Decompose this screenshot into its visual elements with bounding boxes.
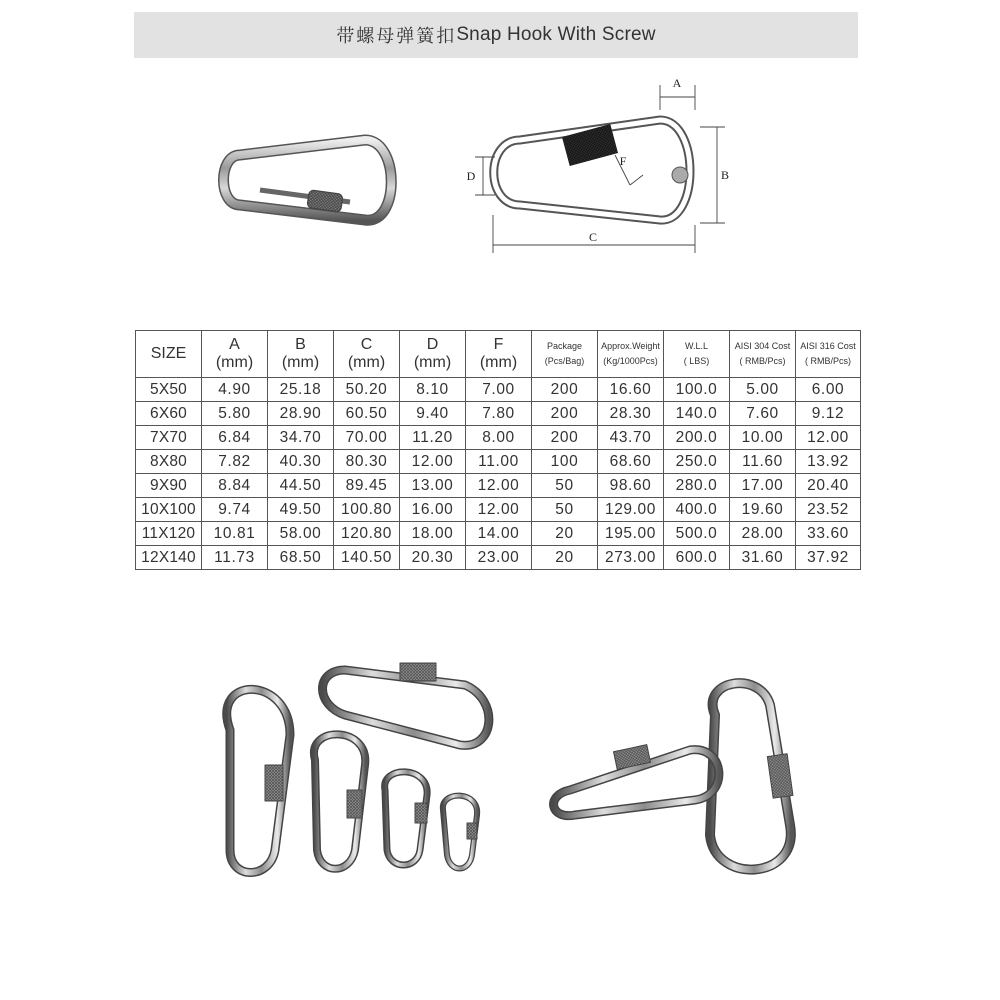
table-cell: 10.00 xyxy=(730,426,796,450)
snap-hooks-group-photo xyxy=(195,645,845,900)
table-cell: 9.12 xyxy=(796,402,861,426)
label-f: F xyxy=(619,154,627,168)
label-b: B xyxy=(720,168,730,182)
column-header-label: D xyxy=(426,335,439,353)
table-cell: 100.0 xyxy=(664,378,730,402)
column-header-label: A xyxy=(229,335,240,353)
table-cell: 4.90 xyxy=(202,378,268,402)
table-cell: 58.00 xyxy=(268,522,334,546)
column-header xyxy=(598,331,664,378)
table-cell: 7.82 xyxy=(202,450,268,474)
table-cell: 60.50 xyxy=(334,402,400,426)
table-cell: 43.70 xyxy=(598,426,664,450)
size-cell: 7X70 xyxy=(136,426,202,450)
column-header xyxy=(730,331,796,378)
size-cell: 5X50 xyxy=(136,378,202,402)
table-cell: 80.30 xyxy=(334,450,400,474)
column-header xyxy=(466,331,532,378)
table-row xyxy=(136,498,861,522)
column-header xyxy=(400,331,466,378)
spec-table xyxy=(135,330,861,570)
table-cell: 50.20 xyxy=(334,378,400,402)
table-cell: 28.90 xyxy=(268,402,334,426)
table-row xyxy=(136,474,861,498)
table-cell: 9.74 xyxy=(202,498,268,522)
table-cell: 120.80 xyxy=(334,522,400,546)
table-cell: 50 xyxy=(532,498,598,522)
column-header-label: AISI 304 Cost xyxy=(734,340,791,351)
table-row xyxy=(136,450,861,474)
table-cell: 12.00 xyxy=(400,450,466,474)
column-header-label: C xyxy=(360,335,373,353)
table-cell: 37.92 xyxy=(796,546,861,570)
table-cell: 68.60 xyxy=(598,450,664,474)
column-header xyxy=(268,331,334,378)
column-header-label: SIZE xyxy=(150,345,187,362)
table-cell: 200.0 xyxy=(664,426,730,450)
table-row xyxy=(136,522,861,546)
column-header-unit: (mm) xyxy=(281,354,320,371)
table-cell: 28.00 xyxy=(730,522,796,546)
dimension-diagram xyxy=(455,75,735,265)
table-cell: 31.60 xyxy=(730,546,796,570)
column-header-unit: (mm) xyxy=(479,354,518,371)
table-row xyxy=(136,378,861,402)
column-header xyxy=(136,331,202,378)
table-cell: 23.00 xyxy=(466,546,532,570)
table-cell: 250.0 xyxy=(664,450,730,474)
table-cell: 16.60 xyxy=(598,378,664,402)
table-body xyxy=(136,378,861,570)
table-cell: 98.60 xyxy=(598,474,664,498)
table-cell: 33.60 xyxy=(796,522,861,546)
table-cell: 25.18 xyxy=(268,378,334,402)
table-cell: 11.00 xyxy=(466,450,532,474)
table-row xyxy=(136,546,861,570)
table-row xyxy=(136,426,861,450)
table-cell: 273.00 xyxy=(598,546,664,570)
table-cell: 50 xyxy=(532,474,598,498)
table-cell: 140.50 xyxy=(334,546,400,570)
table-cell: 44.50 xyxy=(268,474,334,498)
column-header-unit: (mm) xyxy=(413,354,452,371)
table-cell: 20 xyxy=(532,522,598,546)
table-cell: 23.52 xyxy=(796,498,861,522)
column-header-label: Approx.Weight xyxy=(601,340,660,351)
table-cell: 28.30 xyxy=(598,402,664,426)
table-cell: 100 xyxy=(532,450,598,474)
table-cell: 7.80 xyxy=(466,402,532,426)
column-header xyxy=(334,331,400,378)
column-header xyxy=(202,331,268,378)
column-header-label: AISI 316 Cost xyxy=(800,340,856,351)
table-cell: 19.60 xyxy=(730,498,796,522)
table-cell: 280.0 xyxy=(664,474,730,498)
table-cell: 49.50 xyxy=(268,498,334,522)
table-cell: 11.73 xyxy=(202,546,268,570)
table-cell: 5.00 xyxy=(730,378,796,402)
table-cell: 8.10 xyxy=(400,378,466,402)
table-cell: 7.00 xyxy=(466,378,532,402)
size-cell: 11X120 xyxy=(136,522,202,546)
size-cell: 12X140 xyxy=(136,546,202,570)
column-header-unit: (mm) xyxy=(347,354,386,371)
column-header-label: Package xyxy=(546,340,583,351)
column-header-unit: ( LBS) xyxy=(683,356,710,366)
column-header-label: F xyxy=(493,335,504,353)
table-cell: 200 xyxy=(532,402,598,426)
table-cell: 100.80 xyxy=(334,498,400,522)
table-cell: 18.00 xyxy=(400,522,466,546)
table-cell: 20 xyxy=(532,546,598,570)
table-cell: 195.00 xyxy=(598,522,664,546)
table-cell: 20.40 xyxy=(796,474,861,498)
column-header-unit: ( RMB/Pcs) xyxy=(805,356,851,366)
column-header-unit: (Pcs/Bag) xyxy=(544,356,585,366)
table-cell: 8.84 xyxy=(202,474,268,498)
table-cell: 70.00 xyxy=(334,426,400,450)
table-cell: 400.0 xyxy=(664,498,730,522)
title-english: Snap Hook With Screw xyxy=(456,24,656,45)
table-cell: 6.00 xyxy=(796,378,861,402)
title-chinese: 带螺母弹簧扣 xyxy=(336,26,457,47)
table-cell: 12.00 xyxy=(466,474,532,498)
label-a: A xyxy=(672,76,682,90)
page-title-bar xyxy=(134,12,858,58)
column-header xyxy=(796,331,861,378)
column-header-label: B xyxy=(295,335,306,353)
table-cell: 13.92 xyxy=(796,450,861,474)
column-header-unit: ( RMB/Pcs) xyxy=(739,356,786,366)
table-cell: 13.00 xyxy=(400,474,466,498)
table-cell: 129.00 xyxy=(598,498,664,522)
table-cell: 12.00 xyxy=(466,498,532,522)
table-cell: 68.50 xyxy=(268,546,334,570)
table-cell: 8.00 xyxy=(466,426,532,450)
column-header-unit: (mm) xyxy=(215,354,254,371)
table-cell: 200 xyxy=(532,378,598,402)
snap-hook-photo xyxy=(200,120,420,240)
table-cell: 34.70 xyxy=(268,426,334,450)
table-cell: 17.00 xyxy=(730,474,796,498)
column-header xyxy=(532,331,598,378)
table-cell: 200 xyxy=(532,426,598,450)
table-cell: 14.00 xyxy=(466,522,532,546)
table-header-row xyxy=(136,331,861,378)
table-cell: 10.81 xyxy=(202,522,268,546)
table-cell: 20.30 xyxy=(400,546,466,570)
table-cell: 140.0 xyxy=(664,402,730,426)
column-header-label: W.L.L xyxy=(684,340,708,351)
table-cell: 7.60 xyxy=(730,402,796,426)
table-cell: 16.00 xyxy=(400,498,466,522)
table-cell: 6.84 xyxy=(202,426,268,450)
label-c: C xyxy=(588,230,598,244)
table-cell: 5.80 xyxy=(202,402,268,426)
table-cell: 40.30 xyxy=(268,450,334,474)
table-cell: 600.0 xyxy=(664,546,730,570)
table-cell: 12.00 xyxy=(796,426,861,450)
table-cell: 89.45 xyxy=(334,474,400,498)
label-d: D xyxy=(466,169,476,183)
size-cell: 6X60 xyxy=(136,402,202,426)
size-cell: 9X90 xyxy=(136,474,202,498)
size-cell: 8X80 xyxy=(136,450,202,474)
screw-sleeve xyxy=(307,190,343,213)
table-row xyxy=(136,402,861,426)
table-cell: 500.0 xyxy=(664,522,730,546)
table-cell: 9.40 xyxy=(400,402,466,426)
table-cell: 11.20 xyxy=(400,426,466,450)
table-cell: 11.60 xyxy=(730,450,796,474)
column-header-unit: (Kg/1000Pcs) xyxy=(603,356,658,366)
size-cell: 10X100 xyxy=(136,498,202,522)
column-header xyxy=(664,331,730,378)
